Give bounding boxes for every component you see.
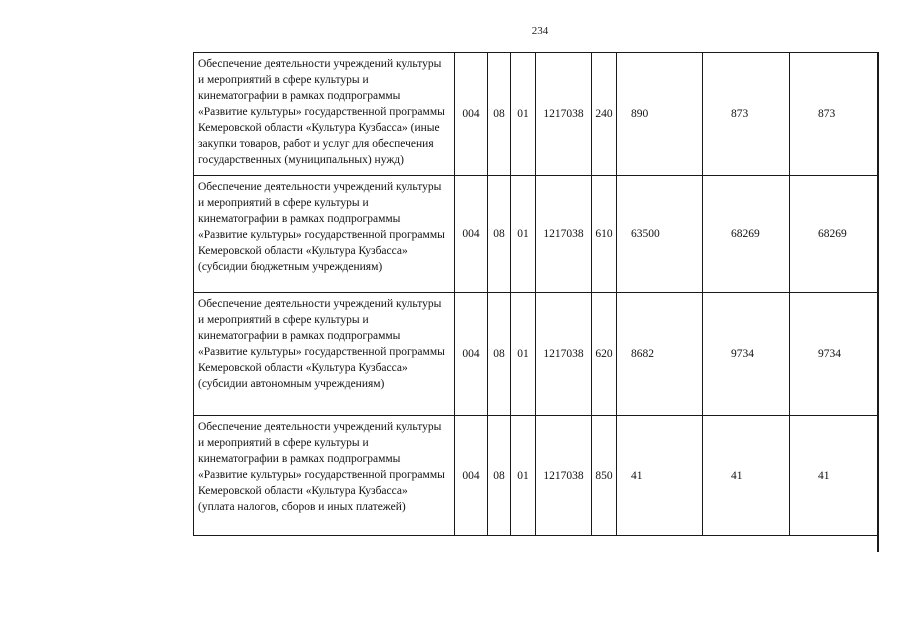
ministry-code: 004 — [455, 293, 488, 416]
subsection-code: 01 — [511, 53, 536, 176]
amount-year-2: 9734 — [703, 293, 790, 416]
expense-type-code: 850 — [592, 416, 617, 536]
page-number: 234 — [531, 25, 549, 37]
table-row — [194, 176, 879, 293]
amount-year-1: 8682 — [617, 293, 703, 416]
row-description: Обеспечение деятельности учреждений культуры и мероприятий в сфере культуры и кинематографии в рамках подпрограммы «Развитие культуры» государственной программы Кемеровской области «Культура Кузбасса» (субсидии бюджетным учреждениям) — [194, 176, 455, 293]
budget-table — [193, 52, 879, 536]
target-article-code: 1217038 — [536, 176, 592, 293]
subsection-code: 01 — [511, 293, 536, 416]
amount-year-3: 873 — [790, 53, 879, 176]
row-description: Обеспечение деятельности учреждений культуры и мероприятий в сфере культуры и кинематографии в рамках подпрограммы «Развитие культуры» государственной программы Кемеровской области «Культура Кузбасса» (иные закупки товаров, работ и услуг для обеспечения государственных (муниципальных) нужд) — [194, 53, 455, 176]
target-article-code: 1217038 — [536, 293, 592, 416]
amount-year-2: 873 — [703, 53, 790, 176]
section-code: 08 — [488, 416, 511, 536]
expense-type-code: 610 — [592, 176, 617, 293]
expense-type-code: 240 — [592, 53, 617, 176]
amount-year-1: 890 — [617, 53, 703, 176]
subsection-code: 01 — [511, 176, 536, 293]
amount-year-1: 63500 — [617, 176, 703, 293]
ministry-code: 004 — [455, 416, 488, 536]
amount-year-3: 9734 — [790, 293, 879, 416]
expense-type-code: 620 — [592, 293, 617, 416]
table-right-edge — [877, 52, 879, 552]
section-code: 08 — [488, 176, 511, 293]
ministry-code: 004 — [455, 53, 488, 176]
ministry-code: 004 — [455, 176, 488, 293]
amount-year-2: 68269 — [703, 176, 790, 293]
row-description: Обеспечение деятельности учреждений культуры и мероприятий в сфере культуры и кинематографии в рамках подпрограммы «Развитие культуры» государственной программы Кемеровской области «Культура Кузбасса» (уплата налогов, сборов и иных платежей) — [194, 416, 455, 536]
amount-year-2: 41 — [703, 416, 790, 536]
amount-year-3: 41 — [790, 416, 879, 536]
row-description: Обеспечение деятельности учреждений культуры и мероприятий в сфере культуры и кинематографии в рамках подпрограммы «Развитие культуры» государственной программы Кемеровской области «Культура Кузбасса» (субсидии автономным учреждениям) — [194, 293, 455, 416]
section-code: 08 — [488, 53, 511, 176]
table-row — [194, 416, 879, 536]
table-row — [194, 53, 879, 176]
subsection-code: 01 — [511, 416, 536, 536]
target-article-code: 1217038 — [536, 53, 592, 176]
amount-year-3: 68269 — [790, 176, 879, 293]
table-row — [194, 293, 879, 416]
section-code: 08 — [488, 293, 511, 416]
amount-year-1: 41 — [617, 416, 703, 536]
target-article-code: 1217038 — [536, 416, 592, 536]
